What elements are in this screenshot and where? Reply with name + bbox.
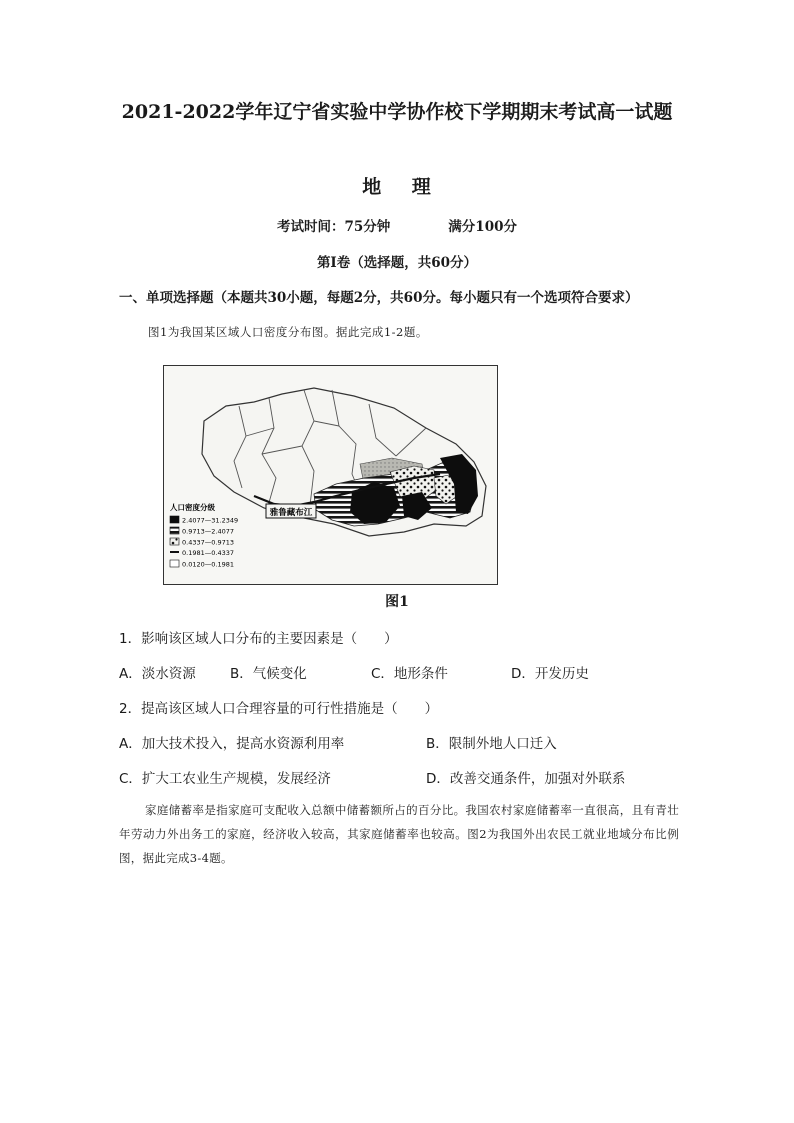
- question-2-option-c: C．扩大工农业生产规模，发展经济: [119, 771, 331, 787]
- legend-swatch-2: [170, 527, 179, 534]
- figure-caption: 图1: [385, 594, 409, 610]
- legend-title: 人口密度分级: [170, 503, 215, 512]
- legend-label-5: 0.0120—0.1981: [182, 560, 234, 569]
- legend-swatch-1: [170, 516, 179, 523]
- volume-heading: 第Ⅰ卷（选择题，共60分）: [316, 255, 478, 271]
- map-legend: [170, 502, 238, 569]
- legend-label-1: 2.4077—31.2349: [182, 516, 239, 525]
- river-label: 雅鲁藏布江: [269, 508, 313, 518]
- subject-heading: 地 理: [362, 176, 432, 198]
- question-2-option-d: D．改善交通条件，加强对外联系: [426, 771, 626, 787]
- population-density-map: [163, 365, 498, 585]
- question-1-option-d: D．开发历史: [511, 666, 589, 682]
- exam-time: 考试时间：75分钟: [277, 219, 391, 235]
- map-graphic: [164, 366, 497, 584]
- figure-intro: 图1为我国某区域人口密度分布图。据此完成1-2题。: [148, 325, 428, 339]
- question-1-option-b: B．气候变化: [230, 666, 307, 682]
- section-heading: 一、单项选择题（本题共30小题，每题2分，共60分。每小题只有一个选项符合要求）: [119, 290, 639, 306]
- question-2-option-b: B．限制外地人口迁入: [426, 736, 557, 752]
- legend-label-4: 0.1981—0.4337: [182, 549, 234, 557]
- question-1-stem: 1．影响该区域人口分布的主要因素是（ ）: [119, 631, 398, 647]
- legend-swatch-3: [170, 538, 179, 545]
- legend-label-3: 0.4337—0.9713: [182, 538, 234, 547]
- legend-swatch-5: [170, 560, 179, 567]
- page-title: 2021-2022学年辽宁省实验中学协作校下学期期末考试高一试题: [121, 101, 673, 123]
- question-2-option-a: A．加大技术投入，提高水资源利用率: [119, 736, 345, 752]
- full-score: 满分100分: [448, 219, 517, 235]
- passage-text: 家庭储蓄率是指家庭可支配收入总额中储蓄额所占的百分比。我国农村家庭储蓄率一直很高，且有青壮年劳动力外出务工的家庭，经济收入较高，其家庭储蓄率也较高。图2为我国外出农民工就业地域分布比例图，据此完成3-4题。: [119, 803, 679, 865]
- question-1-option-a: A．淡水资源: [119, 666, 196, 682]
- legend-label-2: 0.9713—2.4077: [182, 527, 234, 536]
- exam-info: [0, 215, 794, 235]
- question-1-option-c: C．地形条件: [371, 666, 448, 682]
- question-2-stem: 2．提高该区域人口合理容量的可行性措施是（ ）: [119, 701, 439, 717]
